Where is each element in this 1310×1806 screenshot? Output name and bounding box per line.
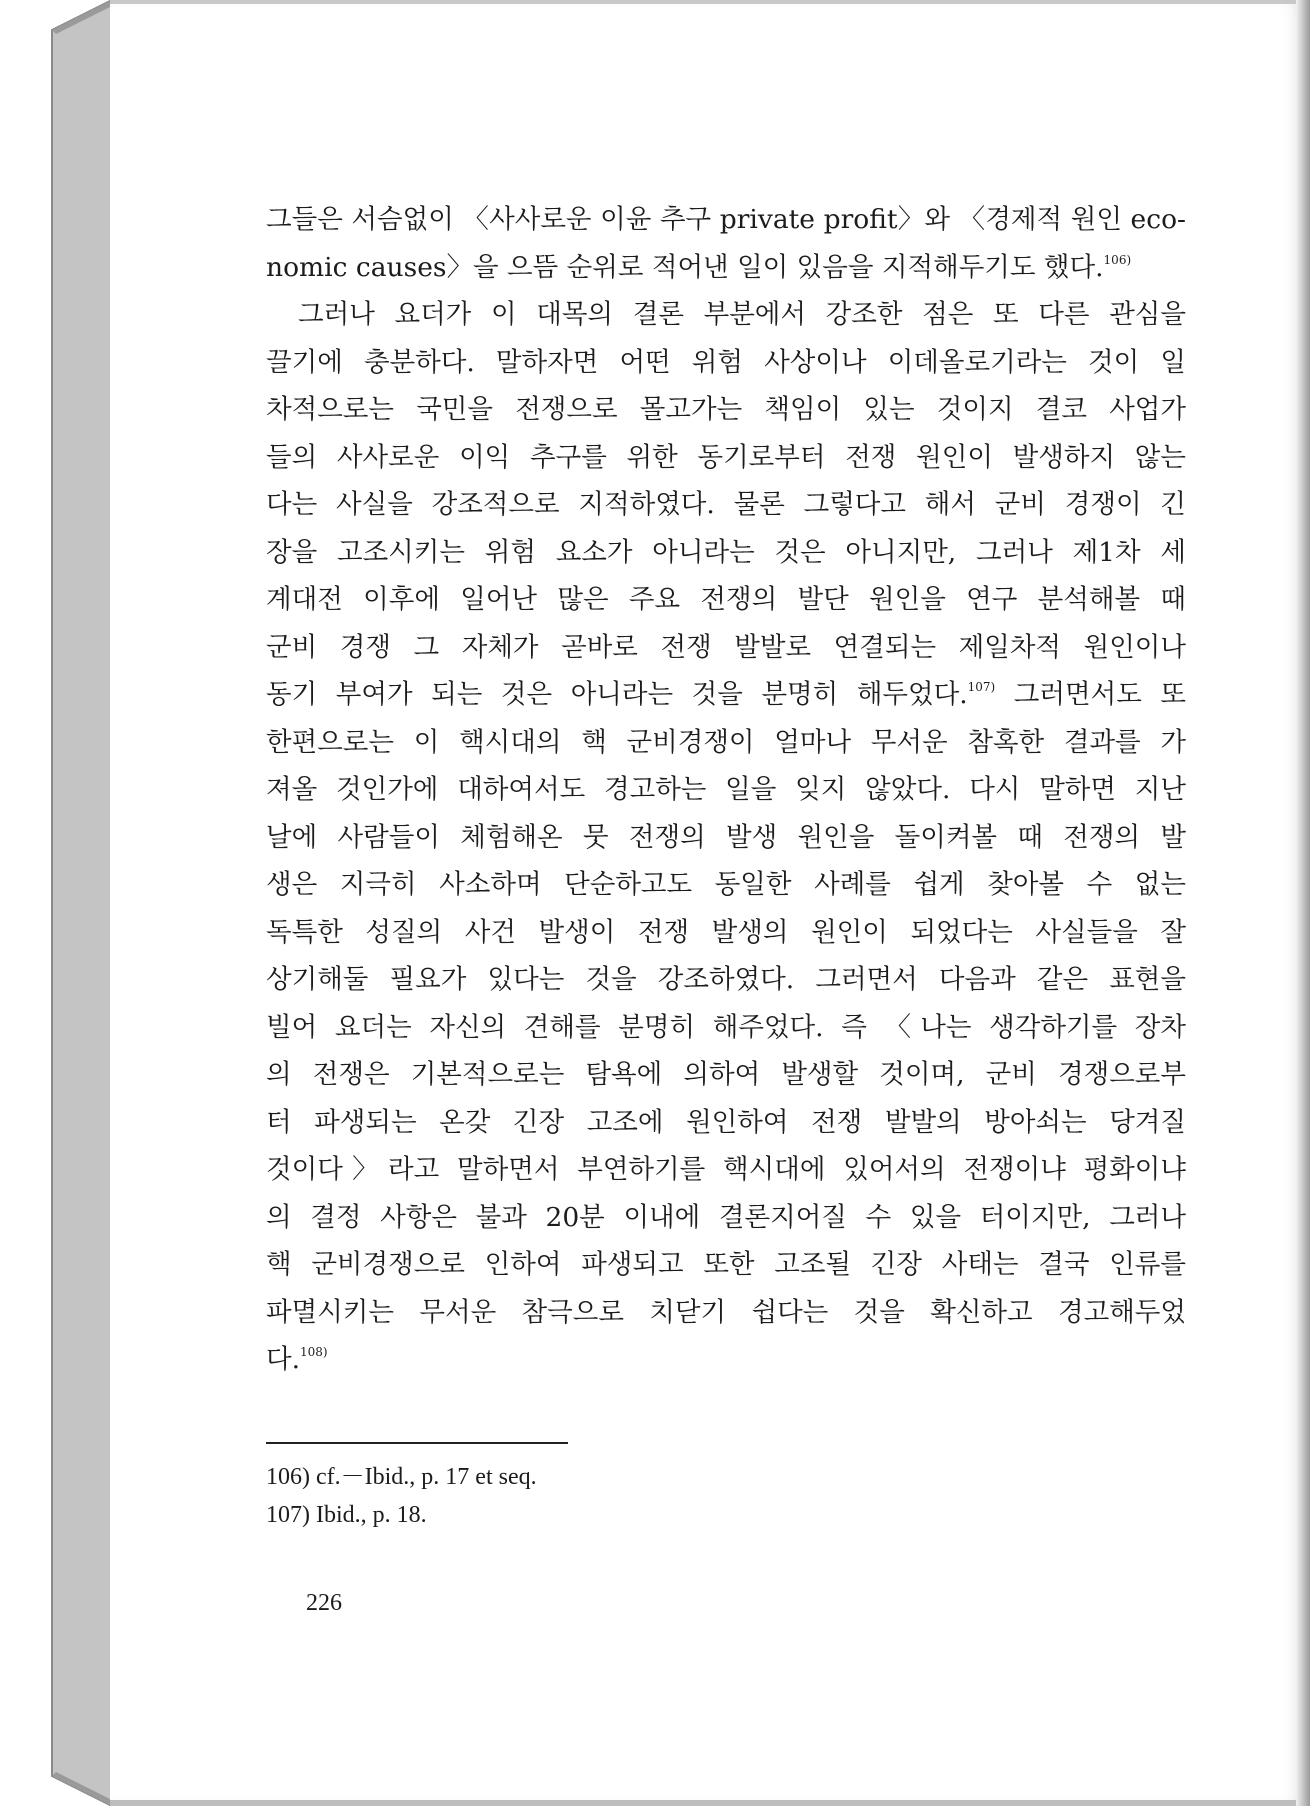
text-line: 의 전쟁은 기본적으로는 탐욕에 의하여 발생할 것이며, 군비 경쟁으로부 [266,1059,1186,1090]
text-line: 상기해둘 필요가 있다는 것을 강조하였다. 그러면서 다음과 같은 표현을 [266,964,1186,995]
text-line: 터 파생되는 온갖 긴장 고조에 원인하여 전쟁 발발의 방아쇠는 당겨질 [266,1106,1186,1138]
text-line: 계대전 이후에 일어난 많은 주요 전쟁의 발단 원인을 연구 분석해볼 때 [266,584,1186,615]
text-line: 그들은 서슴없이 〈사사로운 이윤 추구 private profit〉와 〈경제적 원인 eco- [266,204,1186,235]
page-top-edge [110,0,1310,4]
text-line: 생은 지극히 사소하며 단순하고도 동일한 사례를 쉽게 찾아볼 수 없는 [266,869,1186,900]
footnote-separator [266,1442,568,1444]
text-line: 차적으로는 국민을 전쟁으로 몰고가는 책임이 있는 것이지 결코 사업가 [266,394,1186,425]
book-spine [0,0,112,1806]
text-line: 군비 경쟁 그 자체가 곧바로 전쟁 발발로 연결되는 제일차적 원인이나 [266,631,1186,663]
text-line: 의 결정 사항은 불과 20분 이내에 결론지어질 수 있을 터이지만, 그러나 [266,1201,1186,1233]
text-line: 다는 사실을 강조적으로 지적하였다. 물론 그렇다고 해서 군비 경쟁이 긴 [266,489,1186,520]
text-line: 핵 군비경쟁으로 인하여 파생되고 또한 고조될 긴장 사태는 결국 인류를 [266,1249,1186,1280]
footnotes [266,1458,537,1534]
text-line: 져올 것인가에 대하여서도 경고하는 일을 잊지 않았다. 다시 말하면 지난 [266,774,1186,805]
footnote: 106) cf.－Ibid., p. 17 et seq. [266,1464,537,1490]
page-number: 226 [306,1590,342,1616]
page-right-edge [1296,0,1310,1806]
footnote-ref: 106) [1103,252,1132,267]
text-line: 다.$^{108)}$ [266,1344,328,1375]
text-line: 것이다〉라고 말하면서 부연하기를 핵시대에 있어서의 전쟁이냐 평화이냐 [266,1154,1186,1185]
text-line: 동기 부여가 되는 것은 아니라는 것을 분명히 해두었다.$^{107)}$ 그러면서도 또 [266,679,1186,710]
body-text [266,196,1186,1384]
text-line: nomic causes〉을 으뜸 순위로 적어낸 일이 있음을 지적해두기도 했다.$^{106)}$ [266,251,1132,283]
text-line: 날에 사람들이 체험해온 뭇 전쟁의 발생 원인을 돌이켜볼 때 전쟁의 발 [266,821,1186,853]
footnote-ref: 108) [300,1345,328,1359]
text-line: 끌기에 충분하다. 말하자면 어떤 위험 사상이나 이데올로기라는 것이 일 [266,346,1186,378]
text-line: 파멸시키는 무서운 참극으로 치닫기 쉽다는 것을 확신하고 경고해두었 [266,1296,1186,1328]
text-line: 독특한 성질의 사건 발생이 전쟁 발생의 원인이 되었다는 사실들을 잘 [266,916,1186,948]
footnote: 107) Ibid., p. 18. [266,1502,427,1528]
footnote-ref: 107) [967,680,996,694]
text-line: 그러나 요더가 이 대목의 결론 부분에서 강조한 점은 또 다른 관심을 [298,299,1186,330]
text-line: 한편으로는 이 핵시대의 핵 군비경쟁이 얼마나 무서운 참혹한 결과를 가 [266,726,1186,758]
page-bottom-edge [110,1800,1310,1806]
text-line: 장을 고조시키는 위험 요소가 아니라는 것은 아니지만, 그러나 제1차 세 [266,536,1186,568]
text-line: 들의 사사로운 이익 추구를 위한 동기로부터 전쟁 원인이 발생하지 않는 [266,441,1186,473]
text-line: 빌어 요더는 자신의 견해를 분명히 해주었다. 즉 〈나는 생각하기를 장차 [266,1011,1186,1043]
